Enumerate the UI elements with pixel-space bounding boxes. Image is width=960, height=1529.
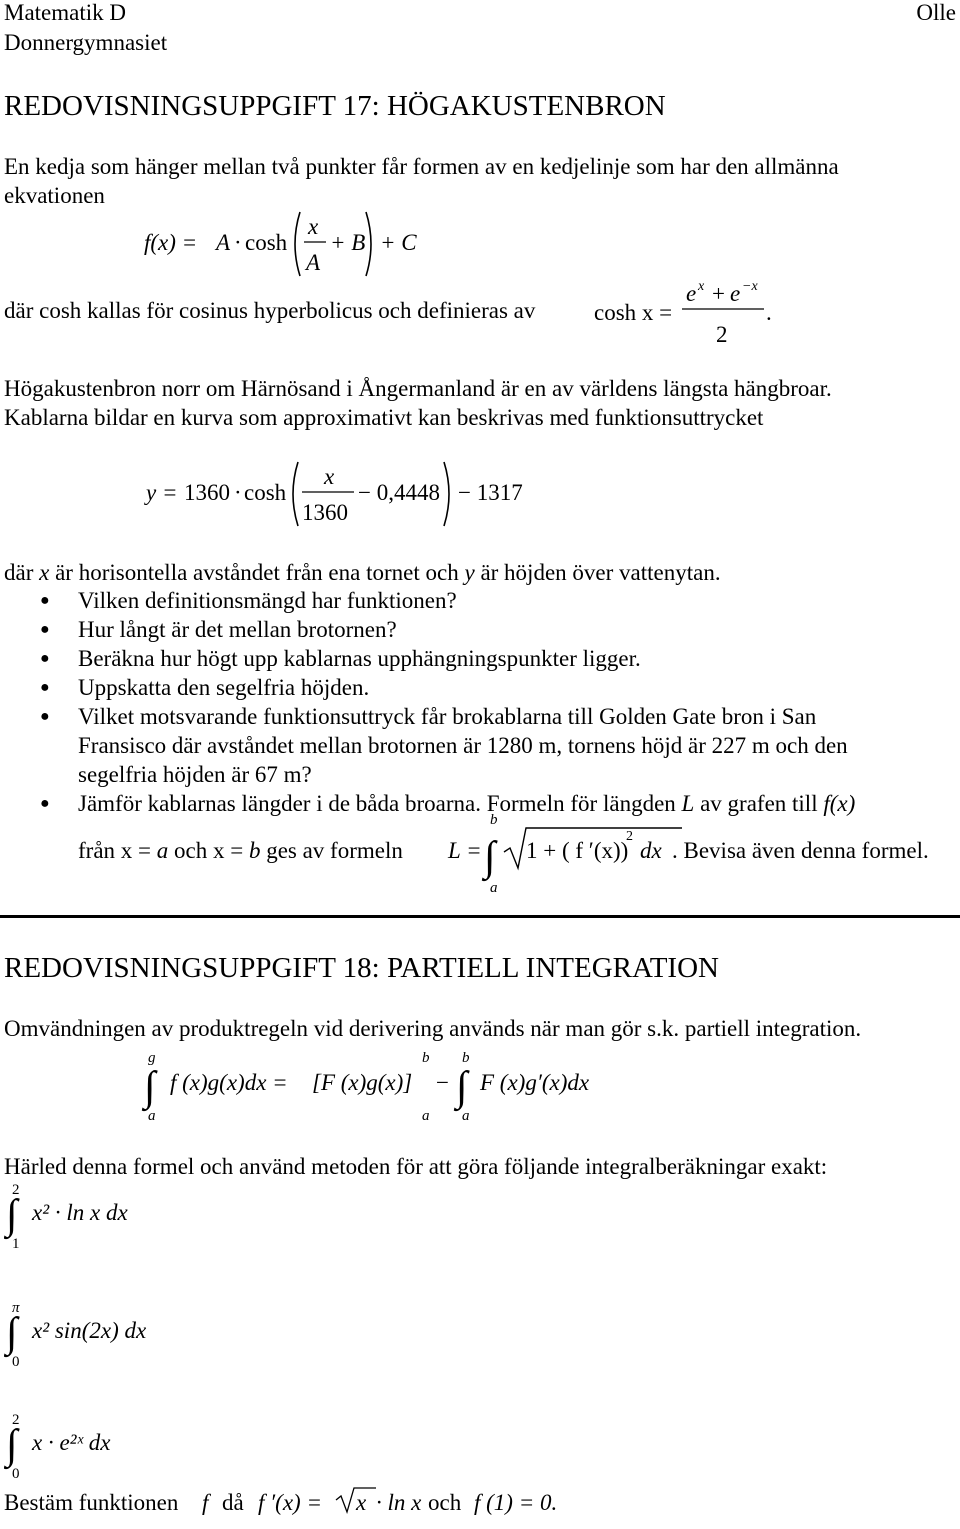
svg-text:e: e: [686, 281, 697, 306]
svg-text:g: g: [148, 1050, 156, 1066]
svg-text:a: a: [148, 1108, 156, 1124]
svg-text:π: π: [12, 1300, 20, 1316]
bullet-icon: ●: [40, 795, 50, 812]
svg-text:−x: −x: [742, 279, 758, 294]
svg-text:[F (x)g(x)]: [F (x)g(x)]: [312, 1070, 413, 1095]
bullet-icon: ●: [40, 708, 50, 725]
svg-text:1360: 1360: [302, 500, 348, 525]
svg-text:y =: y =: [146, 480, 178, 505]
bullet-item: Beräkna hur högt upp kablarnas upphängningspunkter ligger.: [78, 646, 641, 671]
svg-text:·: ·: [234, 230, 242, 255]
svg-text:F (x)g′(x)dx: F (x)g′(x)dx: [480, 1070, 590, 1095]
svg-text:∫: ∫: [144, 1064, 156, 1110]
integral-2: [4, 1294, 224, 1374]
formula-plus-c: + C: [380, 230, 417, 255]
formula-num: x: [308, 214, 319, 239]
svg-text:x: x: [356, 1490, 367, 1515]
task18-task-text: Härled denna formel och använd metoden för att göra följande integralberäkningar exakt:: [4, 1154, 828, 1179]
svg-text:a: a: [422, 1108, 430, 1124]
svg-text:1 + ( f ′(x)): 1 + ( f ′(x)): [526, 838, 629, 863]
svg-text:∫: ∫: [6, 1422, 18, 1468]
svg-text:då: då: [222, 1490, 244, 1515]
svg-text:a: a: [462, 1108, 470, 1124]
svg-text:· ln x: · ln x: [376, 1490, 422, 1515]
svg-text:b: b: [422, 1050, 430, 1066]
svg-text:1: 1: [12, 1236, 20, 1252]
svg-text:0: 0: [12, 1354, 20, 1370]
svg-text:∫: ∫: [484, 834, 496, 880]
svg-text:a: a: [490, 880, 498, 896]
task17-intro-line2: ekvationen: [4, 183, 105, 208]
course-name: Matematik D: [4, 0, 126, 25]
svg-text:∫: ∫: [456, 1064, 468, 1110]
svg-text:+: +: [712, 281, 725, 306]
svg-text:x: x: [698, 279, 705, 294]
svg-text:cosh: cosh: [244, 480, 287, 505]
length-line1: Jämför kablarnas längder i de båda broarna. Formeln för längden L av grafen till f(x): [78, 791, 856, 816]
section-divider: [0, 915, 960, 918]
integral-1: [4, 1176, 224, 1256]
length-tail: . Bevisa även denna formel.: [672, 838, 929, 863]
bullet-item: Uppskatta den segelfria höjden.: [78, 675, 370, 700]
svg-text:2: 2: [12, 1412, 20, 1428]
golden-gate-line3: segelfria höjden är 67 m?: [78, 762, 312, 787]
bullet-item: Hur långt är det mellan brotornen?: [78, 617, 397, 642]
cosh-text: där cosh kallas för cosinus hyperbolicus och definieras av: [4, 298, 536, 323]
svg-text:·: ·: [234, 480, 242, 505]
task17-para-line2: Kablarna bildar en kurva som approximativt kan beskrivas med funktionsuttrycket: [4, 405, 764, 430]
author-name: Olle: [916, 0, 956, 25]
formula-partial-integration: [140, 1044, 620, 1124]
svg-text:f: f: [202, 1490, 209, 1515]
svg-text:0: 0: [12, 1466, 20, 1482]
formula-plus-b: + B: [330, 230, 366, 255]
svg-text:e: e: [730, 281, 741, 306]
final-task-line: [4, 1482, 604, 1526]
svg-text:f (x)g(x)dx =: f (x)g(x)dx =: [170, 1070, 288, 1095]
golden-gate-line1: Vilket motsvarande funktionsuttryck får brokablarna till Golden Gate bron i San: [78, 704, 817, 729]
school-name: Donnergymnasiet: [4, 30, 168, 55]
bullet-icon: ●: [40, 679, 50, 696]
task17-description: där x är horisontella avståndet från ena tornet och y är höjden över vattenytan.: [4, 560, 721, 585]
svg-text:.: .: [766, 300, 772, 325]
task17-para-line1: Högakustenbron norr om Härnösand i Ångermanland är en av världens längsta hängbroar.: [4, 376, 832, 401]
task18-intro: Omvändningen av produktregeln vid derivering används när man gör s.k. partiell integration.: [4, 1016, 862, 1041]
svg-text:x: x: [324, 464, 335, 489]
bullet-icon: ●: [40, 621, 50, 638]
svg-text:b: b: [490, 812, 498, 828]
svg-text:och: och: [428, 1490, 462, 1515]
formula-coef: A: [216, 230, 231, 255]
cosh-lhs: cosh x =: [594, 300, 673, 325]
svg-text:− 0,4448: − 0,4448: [358, 480, 440, 505]
svg-text:x² sin(2x) dx: x² sin(2x) dx: [32, 1318, 147, 1343]
svg-text:b: b: [462, 1050, 470, 1066]
svg-text:dx: dx: [640, 838, 662, 863]
svg-text:− 1317: − 1317: [458, 480, 523, 505]
integral-3: [4, 1406, 224, 1486]
svg-text:L =: L =: [448, 838, 482, 863]
svg-text:∫: ∫: [6, 1192, 18, 1238]
formula-bridge-catenary: [144, 456, 544, 528]
task17-title: REDOVISNINGSUPPGIFT 17: HÖGAKUSTENBRON: [4, 90, 666, 122]
golden-gate-line2: Fransisco där avståndet mellan brotornen är 1280 m, tornens höjd är 227 m och den: [78, 733, 848, 758]
formula-cosh-definition: [592, 276, 792, 348]
svg-text:Bestäm funktionen: Bestäm funktionen: [4, 1490, 179, 1515]
svg-text:1360: 1360: [184, 480, 230, 505]
formula-func: cosh: [245, 230, 288, 255]
formula-arc-length: [446, 808, 706, 898]
formula-lhs: f(x) =: [144, 230, 198, 255]
formula-general-catenary: [140, 208, 440, 278]
svg-text:−: −: [436, 1070, 449, 1095]
svg-text:x² · ln x dx: x² · ln x dx: [32, 1200, 128, 1225]
svg-text:∫: ∫: [6, 1310, 18, 1356]
svg-text:2: 2: [716, 322, 728, 347]
svg-text:x · e²ˣ dx: x · e²ˣ dx: [32, 1430, 111, 1455]
task17-intro-line1: En kedja som hänger mellan två punkter får formen av en kedjelinje som har den allmänna: [4, 154, 839, 179]
svg-text:f (1) = 0.: f (1) = 0.: [474, 1490, 558, 1515]
svg-text:f ′(x) =: f ′(x) =: [258, 1490, 322, 1515]
task18-title: REDOVISNINGSUPPGIFT 18: PARTIELL INTEGRATION: [4, 952, 719, 984]
svg-text:2: 2: [626, 829, 633, 844]
formula-den: A: [306, 250, 321, 275]
bullet-icon: ●: [40, 650, 50, 667]
bullet-item: Vilken definitionsmängd har funktionen?: [78, 588, 457, 613]
svg-text:2: 2: [12, 1182, 20, 1198]
length-line2: från x = a och x = b ges av formeln: [78, 838, 403, 863]
bullet-icon: ●: [40, 592, 50, 609]
